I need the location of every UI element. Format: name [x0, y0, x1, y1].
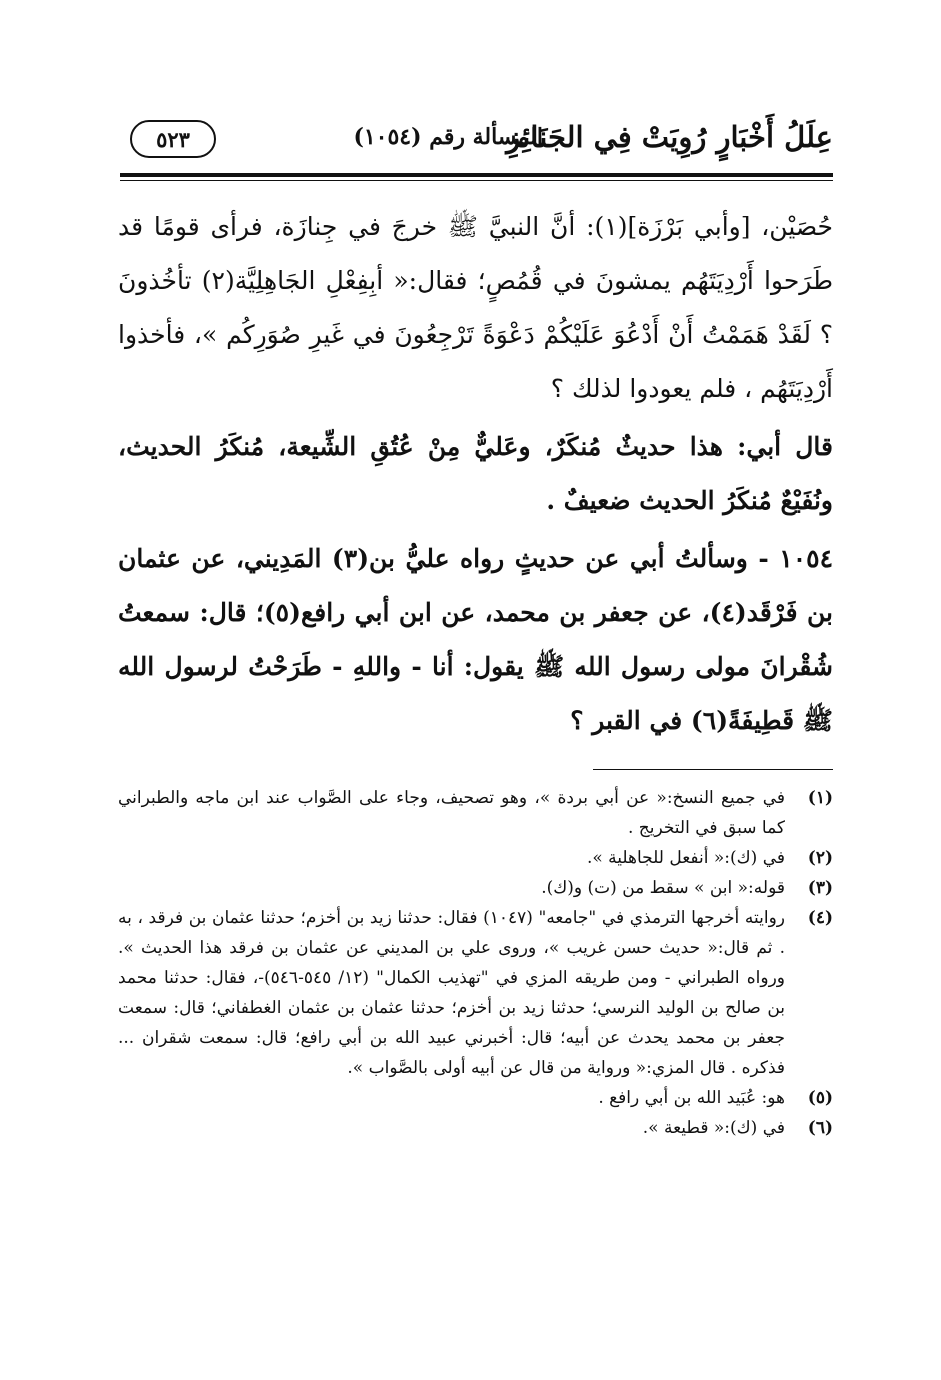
paragraph-2: قال أبي: هذا حديثٌ مُنكَرٌ، وعَليٌّ مِنْ عُتُقِ الشِّيعة، مُنكَرُ الحديث، ونُفَيْعٌ مُنكَرُ الحديث ضعيفٌ . [118, 432, 833, 515]
footnote-number: (٥) [807, 1088, 833, 1108]
chapter-title: عِلَلُ أَخْبَارٍ رُوِيَتْ فِي الجَنَائِزِ [506, 120, 833, 154]
footnote-number: (١) [807, 788, 833, 808]
main-text [118, 200, 833, 748]
footnote-text: روايته أخرجها الترمذي في "جامعه" (١٠٤٧) فقال: حدثنا زيد بن أخزم؛ حدثنا عثمان بن فرقد ، به . ثم قال:« حديث حسن غريب »، وروى علي بن المديني عن عثمان بن فرقد هذا الحديث ». ورواه الطبراني - ومن طريقه المزي في "تهذيب الكمال" (١٢/ ٥٤٥-٥٤٦)-، فقال: حدثنا محمد بن صالح بن الوليد النرسي؛ حدثنا زيد بن أخزم؛ حدثنا عثمان بن عثمان الغطفاني؛ قال: سمعت جعفر بن محمد يحدث عن أبيه؛ قال: أخبرني عبيد الله بن أبي رافع؛ قال: سمعت شقران ... فذكره . قال المزي:« ورواية من قال عن أبيه أولى بالصَّواب ». [118, 908, 786, 1078]
footnotes [118, 783, 833, 1143]
paragraph-1: حُصَيْن، [وأبي بَرْزَة](١): أنَّ النبيَّ ﷺ خرجَ في جِنازَة، فرأى قومًا قد طَرَحوا أَرْدِيَتَهُم يمشونَ في قُمُصٍ؛ فقال:« أبِفِعْلِ الجَاهِلِيَّة(٢) تأخُذونَ ؟ لَقَدْ هَمَمْتُ أَنْ أَدْعُوَ عَلَيْكُمْ دَعْوَةً تَرْجِعُونَ في غَيرِ صُوَرِكُم »، فأخذوا أَرْدِيَتَهُم ، فلم يعودوا لذلك ؟ [118, 212, 833, 403]
footnote-text: في (ك):« قطيعة ». [642, 1118, 785, 1138]
footnote-text: هو: عُبَيد الله بن أبي رافع . [598, 1088, 785, 1108]
footnote-3 [118, 873, 833, 903]
running-header [120, 110, 833, 170]
page-number: ٥٢٣ [130, 120, 216, 158]
footnote-6 [118, 1113, 833, 1143]
footnote-number: (٤) [807, 908, 833, 928]
paragraph-3: ١٠٥٤ - وسألتُ أبي عن حديثٍ رواه عليُّ بن(٣) المَدِيني، عن عثمان بن فَرْقَد(٤)، عن جعفر بن محمد، عن ابن أبي رافع(٥)؛ قال: سمعتُ شُقْرانَ مولى رسول الله ﷺ يقول: أنا - واللهِ - طَرَحْتُ لرسول الله ﷺ قَطِيفَةً(٦) في القبر ؟ [118, 544, 833, 735]
footnote-text: قوله:« ابن » سقط من (ت) و(ك). [541, 878, 785, 898]
footnote-number: (٦) [807, 1118, 833, 1138]
footnote-text: في (ك):« أنفعل للجاهلية ». [586, 848, 785, 868]
footnote-4 [118, 903, 833, 1083]
footnote-5 [118, 1083, 833, 1113]
footnote-text: في جميع النسخ:« عن أبي بردة »، وهو تصحيف، وجاء على الصَّواب عند ابن ماجه والطبراني كما سبق في التخريج . [118, 788, 785, 838]
footnote-1 [118, 783, 833, 843]
footnote-2 [118, 843, 833, 873]
header-rule-thin [120, 180, 833, 181]
header-rule-thick [120, 173, 833, 177]
footnote-separator [593, 769, 833, 770]
issue-number: المسألة رقم (١٠٥٤) [353, 124, 543, 150]
footnote-number: (٢) [807, 848, 833, 868]
footnote-number: (٣) [807, 878, 833, 898]
